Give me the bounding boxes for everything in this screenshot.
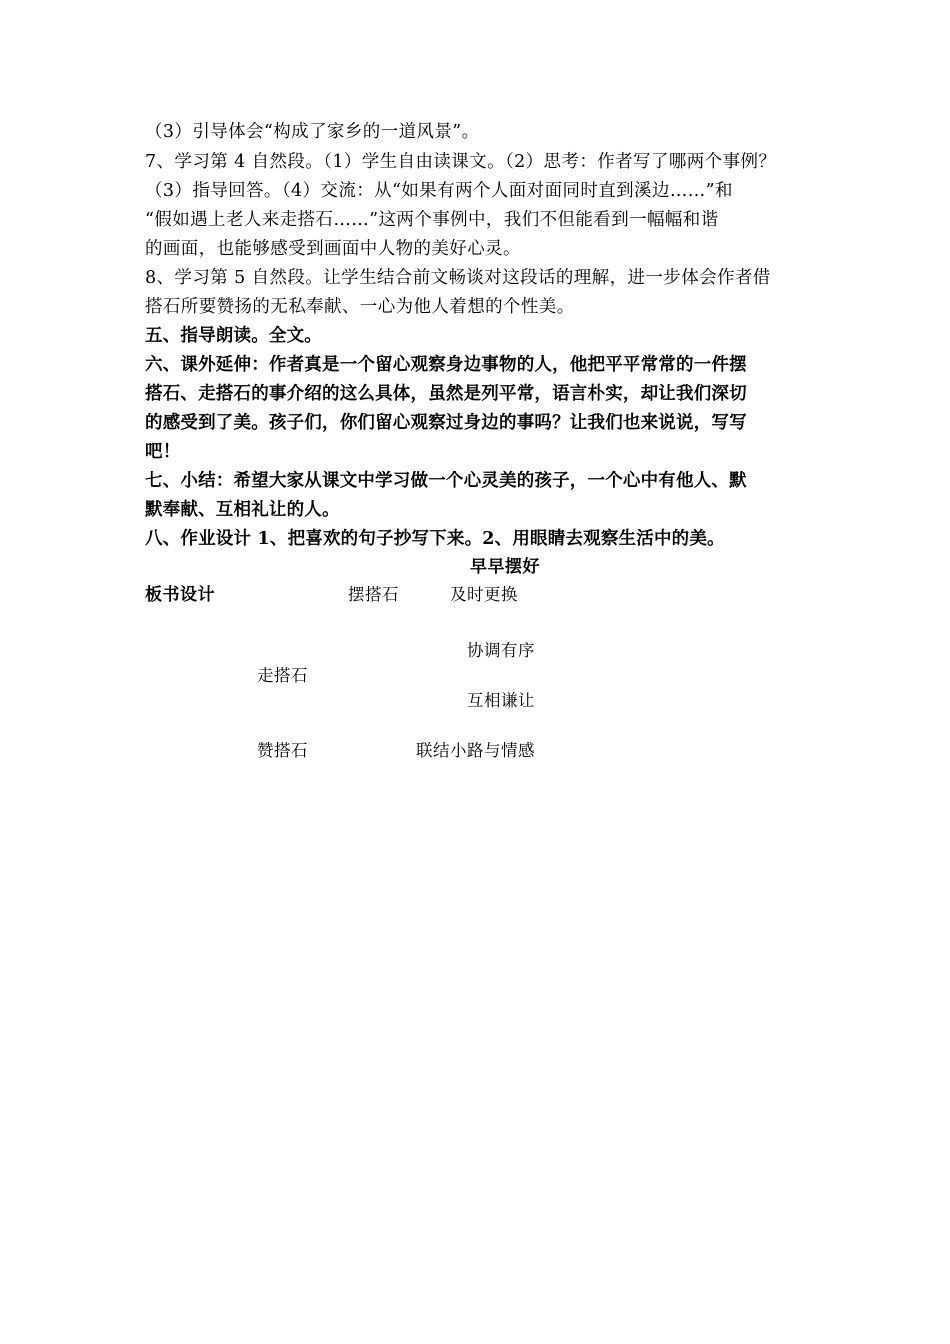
board-item-zan-dashi: 赞搭石 <box>257 741 308 760</box>
board-item-huxiang-qianrang: 互相谦让 <box>467 691 535 710</box>
paragraph-line-3: （3）指导回答。（4）交流：从“如果有两个人面对面同时直到溪边……”和 <box>145 181 733 201</box>
paragraph-line-5: 的画面，也能够感受到画面中人物的美好心灵。 <box>145 239 521 259</box>
board-item-lianjie: 联结小路与情感 <box>416 741 535 760</box>
board-item-xietiao-youxu: 协调有序 <box>467 641 535 660</box>
section-six-line-3: 的感受到了美。孩子们，你们留心观察过身边的事吗？让我们也来说说，写写 <box>145 413 747 433</box>
board-design-label: 板书设计 <box>145 585 215 605</box>
paragraph-line-2: 7、学习第 4 自然段。（1）学生自由读课文。（2）思考：作者写了哪两个事例？ <box>145 152 777 172</box>
paragraph-line-7: 搭石所要赞扬的无私奉献、一心为他人着想的个性美。 <box>145 297 575 317</box>
paragraph-line-1: （3）引导体会“构成了家乡的一道风景”。 <box>145 122 480 142</box>
board-item-jishi-genghuan: 及时更换 <box>450 585 518 604</box>
board-item-zou-dashi: 走搭石 <box>257 666 308 685</box>
board-title: 早早摆好 <box>470 557 540 577</box>
section-eight-homework: 八、作业设计 1、把喜欢的句子抄写下来。2、用眼睛去观察生活中的美。 <box>145 529 725 549</box>
section-six-line-4: 吧！ <box>145 442 181 462</box>
section-seven-line-2: 默奉献、互相礼让的人。 <box>145 500 340 520</box>
section-six-line-2: 搭石、走搭石的事介绍的这么具体，虽然是列平常，语言朴实，却让我们深切 <box>145 384 747 404</box>
section-seven-line-1: 七、小结：希望大家从课文中学习做一个心灵美的孩子，一个心中有他人、默 <box>145 471 747 491</box>
section-six-line-1: 六、课外延伸：作者真是一个留心观察身边事物的人，他把平平常常的一件摆 <box>145 355 747 375</box>
section-five-heading: 五、指导朗读。全文。 <box>145 326 322 346</box>
paragraph-line-6: 8、学习第 5 自然段。让学生结合前文畅谈对这段话的理解，进一步体会作者借 <box>145 268 771 288</box>
board-item-bai-dashi: 摆搭石 <box>348 585 399 604</box>
paragraph-line-4: “假如遇上老人来走搭石……”这两个事例中，我们不但能看到一幅幅和谐 <box>145 210 719 230</box>
